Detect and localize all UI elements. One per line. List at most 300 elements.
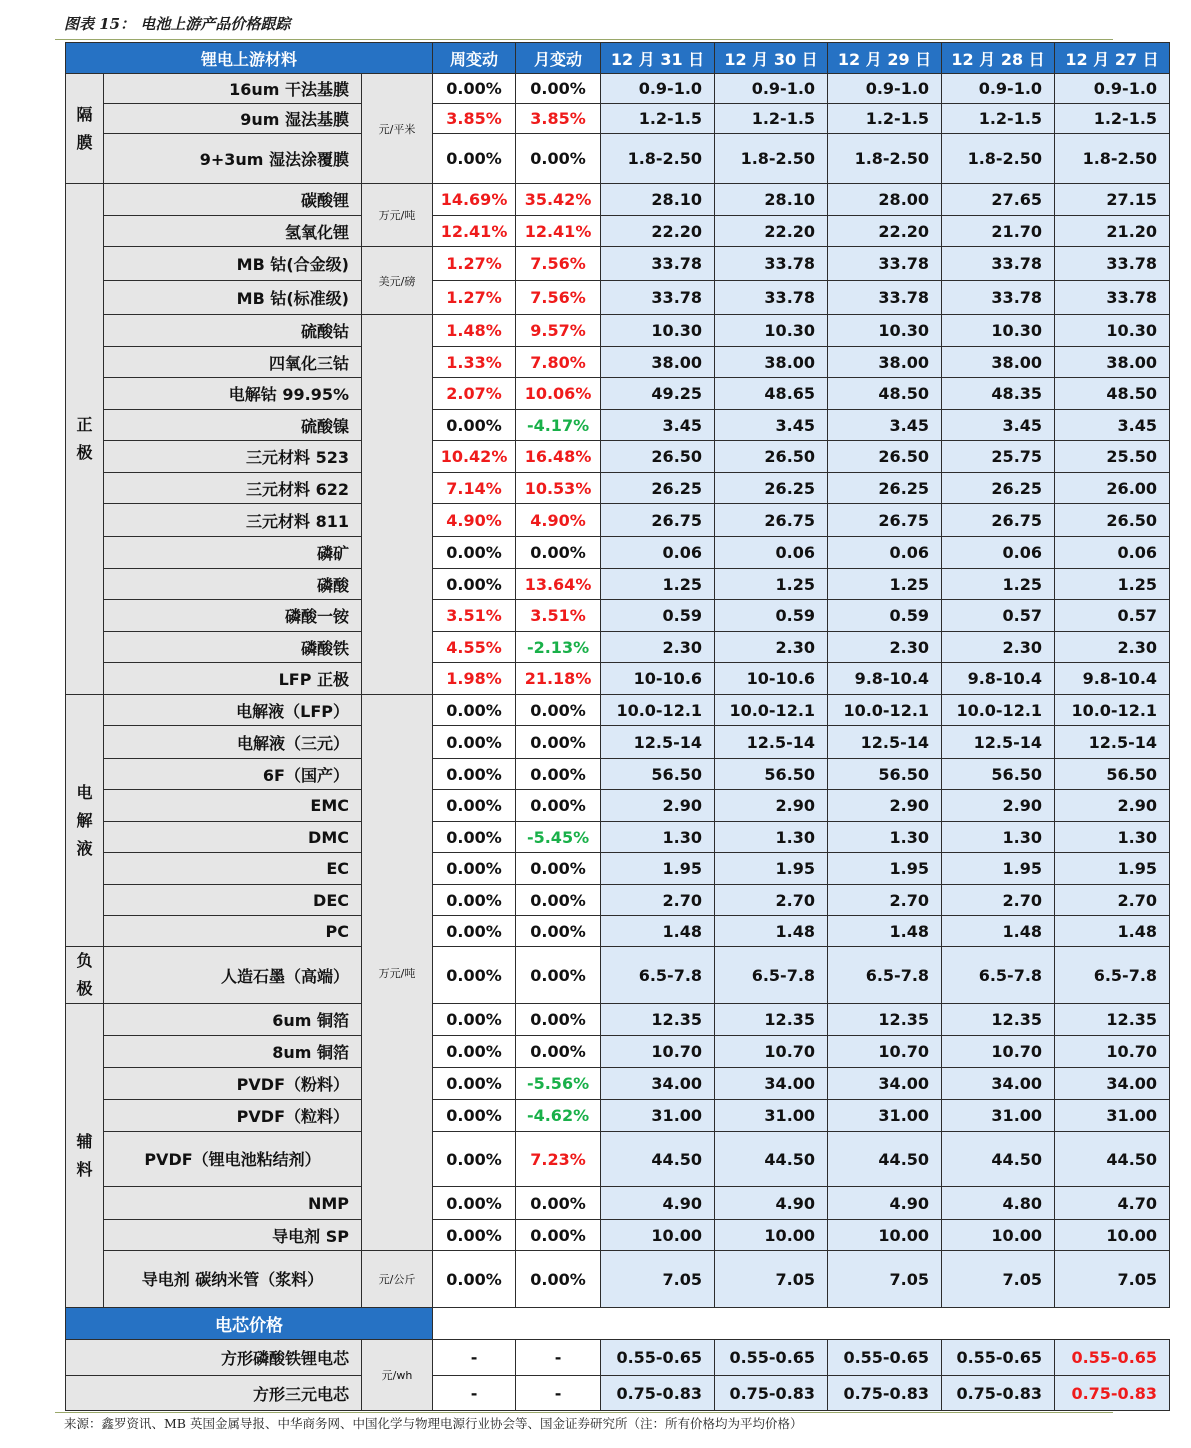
month-change: 0.00%: [516, 916, 601, 947]
price-value: 26.75: [828, 504, 942, 537]
price-value: 1.48: [715, 916, 828, 947]
material-name: 电解液（三元）: [104, 726, 362, 759]
price-value: 0.75-0.83: [828, 1376, 942, 1411]
material-name: 三元材料 523: [104, 441, 362, 473]
price-value: 1.30: [942, 822, 1055, 853]
price-value: 0.9-1.0: [601, 74, 715, 104]
table-row: [66, 1251, 1170, 1308]
price-value: 12.5-14: [601, 726, 715, 759]
month-change: 13.64%: [516, 569, 601, 600]
top-rule: [55, 39, 1113, 40]
price-value: 2.70: [601, 885, 715, 916]
header-date: 12 月 30 日: [715, 43, 828, 74]
week-change: 0.00%: [433, 1132, 516, 1187]
price-value: 26.75: [715, 504, 828, 537]
price-value: 38.00: [828, 347, 942, 378]
price-value: 1.30: [601, 822, 715, 853]
price-value: 0.55-0.65: [828, 1340, 942, 1376]
table-row: [66, 695, 1170, 726]
header-date: 12 月 29 日: [828, 43, 942, 74]
price-value: 26.50: [828, 441, 942, 473]
price-value: 26.25: [828, 473, 942, 504]
price-value: 1.8-2.50: [601, 134, 715, 184]
price-value: 9.8-10.4: [828, 663, 942, 695]
week-change: 10.42%: [433, 441, 516, 473]
material-name: DMC: [104, 822, 362, 853]
material-name: PVDF（粉料）: [104, 1068, 362, 1100]
material-name: 电解钴 99.95%: [104, 378, 362, 410]
month-change: 7.56%: [516, 247, 601, 281]
price-value: 1.2-1.5: [942, 104, 1055, 134]
material-name: 磷酸铁: [104, 632, 362, 663]
price-value: 10.00: [601, 1220, 715, 1251]
week-change: 0.00%: [433, 822, 516, 853]
table-row: [66, 1187, 1170, 1220]
price-value: 1.2-1.5: [828, 104, 942, 134]
price-value: 1.95: [715, 853, 828, 885]
price-value: 22.20: [601, 216, 715, 247]
month-change: 7.56%: [516, 281, 601, 315]
month-change: 21.18%: [516, 663, 601, 695]
price-value: 1.8-2.50: [942, 134, 1055, 184]
price-value: 7.05: [601, 1251, 715, 1308]
price-value: 0.06: [828, 537, 942, 569]
price-value: 9.8-10.4: [942, 663, 1055, 695]
month-change: -5.56%: [516, 1068, 601, 1100]
price-value: 44.50: [601, 1132, 715, 1187]
price-value: 1.95: [601, 853, 715, 885]
unit-label: 元/平米: [362, 74, 433, 184]
month-change: 0.00%: [516, 1251, 601, 1308]
month-change: -4.17%: [516, 410, 601, 441]
week-change: 1.27%: [433, 281, 516, 315]
price-value: 33.78: [715, 281, 828, 315]
month-change: -2.13%: [516, 632, 601, 663]
price-value: 4.90: [601, 1187, 715, 1220]
price-value: 28.10: [715, 184, 828, 216]
material-name: 硫酸钴: [104, 315, 362, 347]
price-value: 2.70: [942, 885, 1055, 916]
week-change: 0.00%: [433, 569, 516, 600]
week-change: 0.00%: [433, 853, 516, 885]
table-row: [66, 1068, 1170, 1100]
week-change: 3.51%: [433, 600, 516, 632]
price-value: 10.00: [715, 1220, 828, 1251]
price-value: 2.70: [1055, 885, 1170, 916]
price-value: 56.50: [1055, 759, 1170, 790]
figure-caption: 图表 15： 电池上游产品价格跟踪: [64, 15, 291, 33]
group-label-anode: 负 极: [66, 947, 104, 1004]
month-change: -: [516, 1376, 601, 1411]
price-value: 1.2-1.5: [715, 104, 828, 134]
header-row: [66, 43, 1170, 74]
week-change: 0.00%: [433, 410, 516, 441]
cell-name: 方形三元电芯: [66, 1376, 362, 1411]
price-value: 34.00: [828, 1068, 942, 1100]
price-value: 34.00: [1055, 1068, 1170, 1100]
week-change: 2.07%: [433, 378, 516, 410]
month-change: 0.00%: [516, 1004, 601, 1036]
month-change: 0.00%: [516, 1187, 601, 1220]
table-row: [66, 247, 1170, 281]
table-row: [66, 569, 1170, 600]
price-value: 3.45: [715, 410, 828, 441]
price-value: 10.0-12.1: [828, 695, 942, 726]
price-value: 10.70: [828, 1036, 942, 1068]
price-value: 1.25: [942, 569, 1055, 600]
price-value: 25.75: [942, 441, 1055, 473]
price-value: 7.05: [942, 1251, 1055, 1308]
table-row: [66, 184, 1170, 216]
week-change: 0.00%: [433, 134, 516, 184]
price-value: 0.06: [1055, 537, 1170, 569]
price-value: 0.75-0.83: [1055, 1376, 1170, 1411]
week-change: 1.48%: [433, 315, 516, 347]
header-month-change: 月变动: [516, 43, 601, 74]
price-value: 31.00: [1055, 1100, 1170, 1132]
price-value: 1.48: [1055, 916, 1170, 947]
cell-section-blank: [433, 1308, 1170, 1340]
price-value: 3.45: [601, 410, 715, 441]
month-change: 0.00%: [516, 853, 601, 885]
price-value: 2.30: [1055, 632, 1170, 663]
price-value: 0.59: [828, 600, 942, 632]
price-value: 21.70: [942, 216, 1055, 247]
table-row: [66, 853, 1170, 885]
month-change: 4.90%: [516, 504, 601, 537]
price-value: 10.0-12.1: [601, 695, 715, 726]
price-value: 1.95: [1055, 853, 1170, 885]
cell-price-row: [66, 1376, 1170, 1411]
price-value: 1.30: [1055, 822, 1170, 853]
price-value: 10-10.6: [715, 663, 828, 695]
material-name: PVDF（粒料）: [104, 1100, 362, 1132]
month-change: 0.00%: [516, 134, 601, 184]
header-material: 锂电上游材料: [66, 43, 433, 74]
material-name: 四氧化三钴: [104, 347, 362, 378]
group-label-auxiliary: 辅 料: [66, 1004, 104, 1308]
month-change: -: [516, 1340, 601, 1376]
week-change: 4.55%: [433, 632, 516, 663]
table-row: [66, 663, 1170, 695]
price-value: 2.70: [715, 885, 828, 916]
price-value: 33.78: [715, 247, 828, 281]
price-value: 1.48: [601, 916, 715, 947]
table-row: [66, 1220, 1170, 1251]
table-row: [66, 504, 1170, 537]
month-change: 0.00%: [516, 1220, 601, 1251]
price-value: 28.10: [601, 184, 715, 216]
group-label-electrolyte: 电 解 液: [66, 695, 104, 947]
month-change: 35.42%: [516, 184, 601, 216]
price-value: 10.30: [942, 315, 1055, 347]
month-change: 10.53%: [516, 473, 601, 504]
week-change: 0.00%: [433, 1100, 516, 1132]
price-value: 1.25: [715, 569, 828, 600]
price-value: 22.20: [828, 216, 942, 247]
price-value: 12.35: [828, 1004, 942, 1036]
unit-cell-empty: [362, 315, 433, 695]
price-value: 2.30: [715, 632, 828, 663]
price-value: 1.8-2.50: [715, 134, 828, 184]
week-change: 0.00%: [433, 726, 516, 759]
price-value: 0.55-0.65: [942, 1340, 1055, 1376]
table-row: [66, 473, 1170, 504]
price-value: 2.30: [828, 632, 942, 663]
price-value: 10.00: [1055, 1220, 1170, 1251]
material-name: 9um 湿法基膜: [104, 104, 362, 134]
table-row: [66, 822, 1170, 853]
price-value: 31.00: [942, 1100, 1055, 1132]
week-change: 0.00%: [433, 916, 516, 947]
price-value: 33.78: [828, 281, 942, 315]
week-change: 0.00%: [433, 790, 516, 822]
week-change: 1.27%: [433, 247, 516, 281]
material-name: 8um 铜箔: [104, 1036, 362, 1068]
table-row: [66, 885, 1170, 916]
price-value: 1.8-2.50: [828, 134, 942, 184]
price-value: 38.00: [942, 347, 1055, 378]
price-value: 12.5-14: [942, 726, 1055, 759]
price-value: 4.90: [715, 1187, 828, 1220]
month-change: 0.00%: [516, 726, 601, 759]
price-value: 0.06: [942, 537, 1055, 569]
price-value: 6.5-7.8: [601, 947, 715, 1004]
month-change: 12.41%: [516, 216, 601, 247]
month-change: 3.51%: [516, 600, 601, 632]
table-row: [66, 759, 1170, 790]
material-name: 磷酸一铵: [104, 600, 362, 632]
price-value: 28.00: [828, 184, 942, 216]
price-value: 27.65: [942, 184, 1055, 216]
price-value: 10.0-12.1: [715, 695, 828, 726]
table-row: [66, 1004, 1170, 1036]
price-value: 26.25: [601, 473, 715, 504]
price-value: 10.70: [942, 1036, 1055, 1068]
week-change: 1.33%: [433, 347, 516, 378]
material-name: 氢氧化锂: [104, 216, 362, 247]
week-change: 0.00%: [433, 695, 516, 726]
price-table: [65, 42, 1170, 1411]
price-value: 6.5-7.8: [828, 947, 942, 1004]
material-name: 16um 干法基膜: [104, 74, 362, 104]
month-change: 0.00%: [516, 790, 601, 822]
week-change: 1.98%: [433, 663, 516, 695]
material-name: 磷酸: [104, 569, 362, 600]
price-value: 1.2-1.5: [1055, 104, 1170, 134]
price-value: 12.35: [715, 1004, 828, 1036]
material-name: 导电剂 SP: [104, 1220, 362, 1251]
price-value: 56.50: [942, 759, 1055, 790]
price-value: 56.50: [601, 759, 715, 790]
material-name: LFP 正极: [104, 663, 362, 695]
price-value: 26.25: [715, 473, 828, 504]
group-label-separator: 隔 膜: [66, 74, 104, 184]
price-value: 3.45: [1055, 410, 1170, 441]
price-value: 10.30: [828, 315, 942, 347]
week-change: 0.00%: [433, 1187, 516, 1220]
table-row: [66, 1036, 1170, 1068]
price-value: 26.75: [601, 504, 715, 537]
week-change: 4.90%: [433, 504, 516, 537]
week-change: 0.00%: [433, 1220, 516, 1251]
week-change: 0.00%: [433, 1068, 516, 1100]
price-value: 25.50: [1055, 441, 1170, 473]
month-change: 3.85%: [516, 104, 601, 134]
unit-label: 元/wh: [362, 1340, 433, 1411]
price-value: 33.78: [601, 281, 715, 315]
price-value: 1.30: [715, 822, 828, 853]
price-value: 31.00: [828, 1100, 942, 1132]
price-value: 10.00: [828, 1220, 942, 1251]
price-value: 56.50: [715, 759, 828, 790]
material-name: 磷矿: [104, 537, 362, 569]
price-value: 4.90: [828, 1187, 942, 1220]
table-row: [66, 1100, 1170, 1132]
price-value: 44.50: [828, 1132, 942, 1187]
price-value: 1.25: [601, 569, 715, 600]
material-name: NMP: [104, 1187, 362, 1220]
price-value: 6.5-7.8: [942, 947, 1055, 1004]
price-value: 34.00: [601, 1068, 715, 1100]
table-row: [66, 347, 1170, 378]
price-value: 0.55-0.65: [601, 1340, 715, 1376]
material-name: 碳酸锂: [104, 184, 362, 216]
week-change: 7.14%: [433, 473, 516, 504]
material-name: MB 钴(合金级): [104, 247, 362, 281]
source-note: 来源：鑫罗资讯、MB 英国金属导报、中华商务网、中国化学与物理电源行业协会等、国金证券研究所（注：所有价格均为平均价格）: [64, 1416, 803, 1431]
header-date: 12 月 28 日: [942, 43, 1055, 74]
price-value: 0.59: [715, 600, 828, 632]
header-week-change: 周变动: [433, 43, 516, 74]
table-row: [66, 537, 1170, 569]
price-value: 4.70: [1055, 1187, 1170, 1220]
price-value: 1.48: [828, 916, 942, 947]
price-value: 2.90: [715, 790, 828, 822]
bottom-rule: [55, 1412, 1113, 1413]
price-value: 2.90: [942, 790, 1055, 822]
week-change: 0.00%: [433, 885, 516, 916]
price-value: 2.70: [828, 885, 942, 916]
table-row: [66, 441, 1170, 473]
unit-label: 万元/吨: [362, 184, 433, 247]
table-row: [66, 134, 1170, 184]
price-value: 1.25: [1055, 569, 1170, 600]
table-row: [66, 726, 1170, 759]
week-change: 3.85%: [433, 104, 516, 134]
month-change: -4.62%: [516, 1100, 601, 1132]
price-value: 27.15: [1055, 184, 1170, 216]
price-value: 2.90: [1055, 790, 1170, 822]
price-value: 26.50: [715, 441, 828, 473]
price-value: 12.5-14: [828, 726, 942, 759]
cell-price-row: [66, 1340, 1170, 1376]
week-change: 0.00%: [433, 537, 516, 569]
table-row: [66, 410, 1170, 441]
price-value: 7.05: [715, 1251, 828, 1308]
price-value: 10.70: [1055, 1036, 1170, 1068]
price-value: 0.9-1.0: [715, 74, 828, 104]
price-value: 1.8-2.50: [1055, 134, 1170, 184]
price-value: 33.78: [601, 247, 715, 281]
material-name: 人造石墨（高端）: [104, 947, 362, 1004]
price-value: 21.20: [1055, 216, 1170, 247]
price-value: 0.55-0.65: [1055, 1340, 1170, 1376]
month-change: 16.48%: [516, 441, 601, 473]
price-value: 6.5-7.8: [1055, 947, 1170, 1004]
price-value: 12.35: [601, 1004, 715, 1036]
price-value: 31.00: [601, 1100, 715, 1132]
table-row: [66, 216, 1170, 247]
table-row: [66, 916, 1170, 947]
price-value: 26.00: [1055, 473, 1170, 504]
price-value: 33.78: [828, 247, 942, 281]
price-value: 7.05: [1055, 1251, 1170, 1308]
table-row: [66, 74, 1170, 104]
price-value: 4.80: [942, 1187, 1055, 1220]
material-name: MB 钴(标准级): [104, 281, 362, 315]
price-value: 22.20: [715, 216, 828, 247]
price-value: 10.30: [715, 315, 828, 347]
month-change: 0.00%: [516, 74, 601, 104]
cell-section-label: 电芯价格: [66, 1308, 433, 1340]
price-value: 3.45: [942, 410, 1055, 441]
month-change: 7.80%: [516, 347, 601, 378]
price-value: 1.2-1.5: [601, 104, 715, 134]
month-change: 0.00%: [516, 885, 601, 916]
group-label-cathode: 正 极: [66, 184, 104, 695]
price-value: 0.59: [601, 600, 715, 632]
price-value: 10.30: [1055, 315, 1170, 347]
price-value: 10.70: [601, 1036, 715, 1068]
material-name: 电解液（LFP）: [104, 695, 362, 726]
unit-label: 万元/吨: [362, 695, 433, 1251]
price-value: 2.90: [828, 790, 942, 822]
price-value: 9.8-10.4: [1055, 663, 1170, 695]
price-value: 34.00: [942, 1068, 1055, 1100]
table-row: [66, 600, 1170, 632]
week-change: 0.00%: [433, 1036, 516, 1068]
price-value: 6.5-7.8: [715, 947, 828, 1004]
material-name: 硫酸镍: [104, 410, 362, 441]
price-value: 38.00: [601, 347, 715, 378]
price-value: 0.57: [942, 600, 1055, 632]
price-value: 2.90: [601, 790, 715, 822]
price-value: 34.00: [715, 1068, 828, 1100]
week-change: 14.69%: [433, 184, 516, 216]
month-change: 0.00%: [516, 1036, 601, 1068]
price-value: 0.75-0.83: [715, 1376, 828, 1411]
week-change: 0.00%: [433, 759, 516, 790]
table-row: [66, 1132, 1170, 1187]
price-value: 31.00: [715, 1100, 828, 1132]
material-name: DEC: [104, 885, 362, 916]
material-name: 导电剂 碳纳米管（浆料）: [104, 1251, 362, 1308]
price-value: 0.55-0.65: [715, 1340, 828, 1376]
price-value: 0.9-1.0: [828, 74, 942, 104]
price-value: 10.0-12.1: [1055, 695, 1170, 726]
table-row: [66, 790, 1170, 822]
week-change: 0.00%: [433, 947, 516, 1004]
price-value: 48.50: [828, 378, 942, 410]
table-row: [66, 947, 1170, 1004]
week-change: 12.41%: [433, 216, 516, 247]
price-value: 10.70: [715, 1036, 828, 1068]
price-value: 26.75: [942, 504, 1055, 537]
price-value: 44.50: [942, 1132, 1055, 1187]
month-change: 0.00%: [516, 759, 601, 790]
month-change: -5.45%: [516, 822, 601, 853]
